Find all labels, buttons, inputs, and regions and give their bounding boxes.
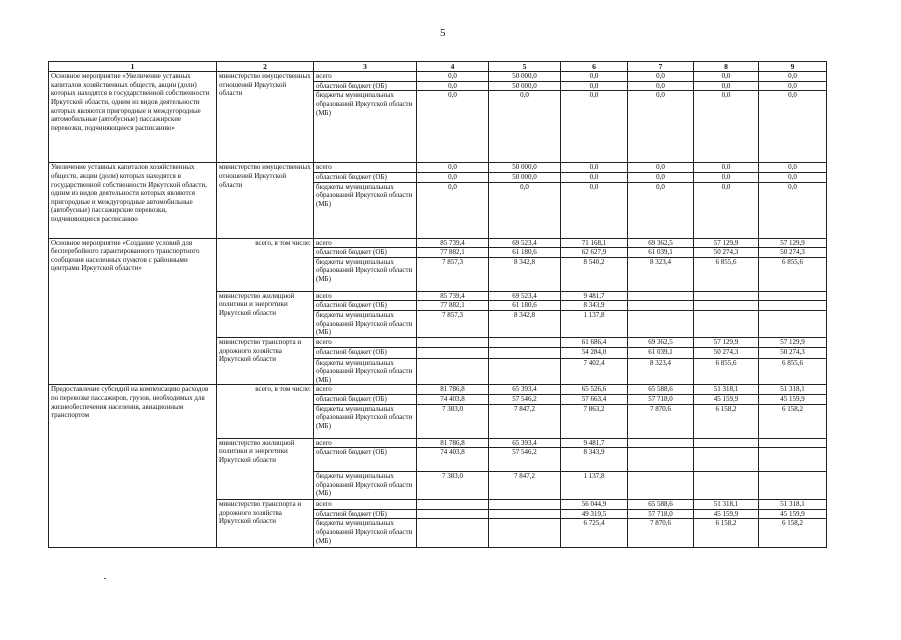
amount-cell: 85 739,4 <box>417 238 489 248</box>
amount-cell <box>489 358 561 385</box>
column-header: 9 <box>759 62 827 72</box>
amount-cell: 0,0 <box>628 163 694 173</box>
amount-cell: 61 180,6 <box>489 301 561 311</box>
amount-cell: 0,0 <box>561 182 628 238</box>
amount-cell: 6 855,6 <box>694 358 759 385</box>
amount-cell: 50 000,0 <box>489 81 561 91</box>
amount-cell: 7 847,2 <box>489 472 561 500</box>
amount-cell: 7 870,6 <box>628 519 694 548</box>
amount-cell: 0,0 <box>694 163 759 173</box>
amount-cell: 0,0 <box>561 72 628 82</box>
amount-cell: 81 786,8 <box>417 385 489 395</box>
funding-source-cell: всего <box>314 500 417 510</box>
amount-cell: 0,0 <box>628 91 694 163</box>
amount-cell: 56 044,9 <box>561 500 628 510</box>
amount-cell: 62 627,9 <box>561 248 628 258</box>
executor-cell: министерство имущественных отношений Иркутской области <box>217 163 314 238</box>
amount-cell: 77 882,1 <box>417 301 489 311</box>
amount-cell: 74 403,8 <box>417 448 489 472</box>
table-row <box>49 72 827 82</box>
column-header: 7 <box>628 62 694 72</box>
amount-cell: 51 318,1 <box>759 385 827 395</box>
column-header: 2 <box>217 62 314 72</box>
amount-cell: 1 137,8 <box>561 472 628 500</box>
amount-cell: 6 855,6 <box>759 358 827 385</box>
amount-cell <box>417 337 489 347</box>
table-row <box>49 163 827 173</box>
amount-cell: 69 523,4 <box>489 238 561 248</box>
amount-cell: 0,0 <box>417 72 489 82</box>
amount-cell: 50 000,0 <box>489 173 561 183</box>
amount-cell: 6 158,2 <box>759 404 827 438</box>
amount-cell: 8 343,9 <box>561 301 628 311</box>
amount-cell: 8 342,8 <box>489 257 561 291</box>
amount-cell: 85 739,4 <box>417 291 489 301</box>
page-number: 5 <box>440 27 446 39</box>
amount-cell: 7 863,2 <box>561 404 628 438</box>
amount-cell: 0,0 <box>628 72 694 82</box>
amount-cell: 57 663,4 <box>561 394 628 404</box>
funding-source-cell: областной бюджет (ОБ) <box>314 509 417 519</box>
amount-cell: 6 855,6 <box>759 257 827 291</box>
amount-cell <box>489 347 561 358</box>
table-body <box>49 72 827 548</box>
amount-cell: 0,0 <box>561 163 628 173</box>
amount-cell <box>628 472 694 500</box>
amount-cell <box>628 448 694 472</box>
amount-cell <box>759 472 827 500</box>
table-header <box>49 62 827 72</box>
funding-source-cell: всего <box>314 337 417 347</box>
amount-cell: 7 870,6 <box>628 404 694 438</box>
amount-cell: 65 393,4 <box>489 385 561 395</box>
funding-source-cell: бюджеты муниципальных образований Иркутской области (МБ) <box>314 519 417 548</box>
amount-cell <box>417 358 489 385</box>
amount-cell: 57 129,9 <box>759 238 827 248</box>
column-header: 5 <box>489 62 561 72</box>
amount-cell: 8 323,4 <box>628 257 694 291</box>
amount-cell: 0,0 <box>759 173 827 183</box>
amount-cell: 69 523,4 <box>489 291 561 301</box>
amount-cell: 7 383,0 <box>417 404 489 438</box>
amount-cell: 57 718,0 <box>628 509 694 519</box>
executor-cell: министерство жилищной политики и энергетики Иркутской области <box>217 438 314 500</box>
funding-source-cell: бюджеты муниципальных образований Иркутской области (МБ) <box>314 182 417 238</box>
funding-source-cell: всего <box>314 385 417 395</box>
amount-cell: 57 129,9 <box>759 337 827 347</box>
amount-cell: 0,0 <box>561 81 628 91</box>
funding-source-cell: областной бюджет (ОБ) <box>314 347 417 358</box>
amount-cell: 51 318,1 <box>694 385 759 395</box>
amount-cell: 6 158,2 <box>694 404 759 438</box>
amount-cell: 69 362,5 <box>628 337 694 347</box>
amount-cell: 7 383,0 <box>417 472 489 500</box>
funding-source-cell: областной бюджет (ОБ) <box>314 301 417 311</box>
amount-cell <box>417 519 489 548</box>
amount-cell: 9 481,7 <box>561 291 628 301</box>
amount-cell: 71 168,1 <box>561 238 628 248</box>
amount-cell: 57 129,9 <box>694 238 759 248</box>
funding-source-cell: бюджеты муниципальных образований Иркутской области (МБ) <box>314 404 417 438</box>
scan-speck <box>104 578 106 579</box>
funding-source-cell: всего <box>314 291 417 301</box>
amount-cell: 65 393,4 <box>489 438 561 448</box>
column-header: 1 <box>49 62 217 72</box>
amount-cell: 0,0 <box>694 182 759 238</box>
amount-cell <box>694 291 759 301</box>
amount-cell: 8 342,8 <box>489 311 561 338</box>
amount-cell: 77 882,1 <box>417 248 489 258</box>
funding-source-cell: областной бюджет (ОБ) <box>314 448 417 472</box>
amount-cell <box>628 438 694 448</box>
amount-cell: 45 159,9 <box>694 509 759 519</box>
amount-cell: 57 546,2 <box>489 394 561 404</box>
amount-cell: 65 588,6 <box>628 500 694 510</box>
amount-cell <box>628 311 694 338</box>
amount-cell: 51 318,1 <box>694 500 759 510</box>
amount-cell: 6 158,2 <box>694 519 759 548</box>
table-row <box>49 385 827 395</box>
amount-cell: 1 137,8 <box>561 311 628 338</box>
funding-source-cell: бюджеты муниципальных образований Иркутской области (МБ) <box>314 257 417 291</box>
amount-cell <box>417 500 489 510</box>
column-header: 6 <box>561 62 628 72</box>
funding-source-cell: всего <box>314 438 417 448</box>
measure-name-cell: Предоставление субсидий на компенсацию расходов по перевозке пассажиров, грузов, необходимых для жизнеобеспечения населения, авиационным транспортом <box>49 385 217 548</box>
amount-cell <box>489 519 561 548</box>
amount-cell <box>694 472 759 500</box>
executor-cell: министерство транспорта и дорожного хозяйства Иркутской области <box>217 500 314 548</box>
amount-cell: 50 000,0 <box>489 72 561 82</box>
amount-cell: 45 159,9 <box>759 394 827 404</box>
amount-cell <box>628 301 694 311</box>
amount-cell: 65 588,6 <box>628 385 694 395</box>
amount-cell <box>694 301 759 311</box>
funding-source-cell: областной бюджет (ОБ) <box>314 81 417 91</box>
amount-cell <box>417 347 489 358</box>
amount-cell: 0,0 <box>417 173 489 183</box>
executor-cell: министерство жилищной политики и энергетики Иркутской области <box>217 291 314 337</box>
funding-source-cell: всего <box>314 72 417 82</box>
amount-cell: 9 481,7 <box>561 438 628 448</box>
amount-cell: 50 274,3 <box>759 248 827 258</box>
amount-cell: 50 274,3 <box>694 248 759 258</box>
amount-cell: 0,0 <box>417 182 489 238</box>
amount-cell: 54 284,0 <box>561 347 628 358</box>
amount-cell <box>759 448 827 472</box>
amount-cell: 49 319,5 <box>561 509 628 519</box>
amount-cell: 0,0 <box>759 72 827 82</box>
amount-cell: 51 318,1 <box>759 500 827 510</box>
amount-cell <box>489 509 561 519</box>
amount-cell: 50 274,3 <box>694 347 759 358</box>
amount-cell <box>759 438 827 448</box>
measure-name-cell: Увеличение уставных капиталов хозяйственных обществ, акции (доли) которых находятся в государственной собственности Иркутской области, одним из видов деятельности которых являются пригородные и междугородные автомобильные (автобусные) пассажирские перевозки, подчиняющиеся расписанию <box>49 163 217 238</box>
measure-name-cell: Основное мероприятие «Создание условий для бесперебойного гарантированного транспортного сообщения населенных пунктов с районными центрами Иркутской области» <box>49 238 217 385</box>
budget-table <box>48 61 827 548</box>
amount-cell: 0,0 <box>417 81 489 91</box>
amount-cell: 7 847,2 <box>489 404 561 438</box>
funding-source-cell: бюджеты муниципальных образований Иркутской области (МБ) <box>314 311 417 338</box>
amount-cell: 0,0 <box>694 81 759 91</box>
table-row <box>49 238 827 248</box>
amount-cell: 8 323,4 <box>628 358 694 385</box>
amount-cell: 0,0 <box>628 182 694 238</box>
amount-cell <box>759 301 827 311</box>
amount-cell: 0,0 <box>759 81 827 91</box>
amount-cell <box>694 311 759 338</box>
funding-source-cell: областной бюджет (ОБ) <box>314 394 417 404</box>
amount-cell: 6 725,4 <box>561 519 628 548</box>
amount-cell: 7 857,3 <box>417 311 489 338</box>
amount-cell: 61 686,4 <box>561 337 628 347</box>
column-header: 3 <box>314 62 417 72</box>
executor-cell: министерство имущественных отношений Иркутской области <box>217 72 314 163</box>
funding-source-cell: бюджеты муниципальных образований Иркутской области (МБ) <box>314 91 417 163</box>
amount-cell: 0,0 <box>489 91 561 163</box>
amount-cell: 57 718,0 <box>628 394 694 404</box>
amount-cell: 74 403,8 <box>417 394 489 404</box>
amount-cell <box>694 438 759 448</box>
amount-cell: 45 159,9 <box>694 394 759 404</box>
amount-cell: 57 546,2 <box>489 448 561 472</box>
executor-cell: всего, в том числе: <box>217 238 314 291</box>
funding-source-cell: бюджеты муниципальных образований Иркутской области (МБ) <box>314 358 417 385</box>
funding-source-cell: всего <box>314 238 417 248</box>
amount-cell: 0,0 <box>759 91 827 163</box>
amount-cell: 0,0 <box>561 91 628 163</box>
amount-cell: 7 857,3 <box>417 257 489 291</box>
executor-cell: всего, в том числе: <box>217 385 314 438</box>
amount-cell: 0,0 <box>489 182 561 238</box>
amount-cell: 0,0 <box>694 173 759 183</box>
amount-cell: 61 039,1 <box>628 347 694 358</box>
measure-name-cell: Основное мероприятие «Увеличение уставных капиталов хозяйственных обществ, акции (доли) которых находятся в государственной собственности Иркутской области, одним из видов деятельности которых являются пригородные и междугородные автомобильные (автобусные) пассажирские перевозки, подчиняющиеся расписанию» <box>49 72 217 163</box>
amount-cell: 0,0 <box>628 173 694 183</box>
amount-cell: 7 402,4 <box>561 358 628 385</box>
amount-cell <box>489 500 561 510</box>
funding-source-cell: бюджеты муниципальных образований Иркутской области (МБ) <box>314 472 417 500</box>
funding-source-cell: областной бюджет (ОБ) <box>314 248 417 258</box>
amount-cell: 81 786,8 <box>417 438 489 448</box>
amount-cell: 0,0 <box>759 163 827 173</box>
amount-cell <box>694 448 759 472</box>
amount-cell: 6 158,2 <box>759 519 827 548</box>
funding-source-cell: всего <box>314 163 417 173</box>
executor-cell: министерство транспорта и дорожного хозяйства Иркутской области <box>217 337 314 384</box>
amount-cell: 0,0 <box>694 72 759 82</box>
funding-source-cell: областной бюджет (ОБ) <box>314 173 417 183</box>
amount-cell: 57 129,9 <box>694 337 759 347</box>
amount-cell: 0,0 <box>628 81 694 91</box>
amount-cell <box>628 291 694 301</box>
column-header: 8 <box>694 62 759 72</box>
amount-cell <box>489 337 561 347</box>
amount-cell: 0,0 <box>694 91 759 163</box>
amount-cell: 6 855,6 <box>694 257 759 291</box>
amount-cell <box>759 291 827 301</box>
amount-cell <box>417 509 489 519</box>
amount-cell: 8 343,9 <box>561 448 628 472</box>
amount-cell <box>759 311 827 338</box>
amount-cell: 50 000,0 <box>489 163 561 173</box>
amount-cell: 0,0 <box>417 163 489 173</box>
amount-cell: 45 159,9 <box>759 509 827 519</box>
amount-cell: 0,0 <box>561 173 628 183</box>
amount-cell: 61 039,1 <box>628 248 694 258</box>
amount-cell: 65 526,6 <box>561 385 628 395</box>
amount-cell: 0,0 <box>759 182 827 238</box>
column-header: 4 <box>417 62 489 72</box>
amount-cell: 0,0 <box>417 91 489 163</box>
amount-cell: 61 180,6 <box>489 248 561 258</box>
amount-cell: 69 362,5 <box>628 238 694 248</box>
amount-cell: 50 274,3 <box>759 347 827 358</box>
amount-cell: 8 540,2 <box>561 257 628 291</box>
